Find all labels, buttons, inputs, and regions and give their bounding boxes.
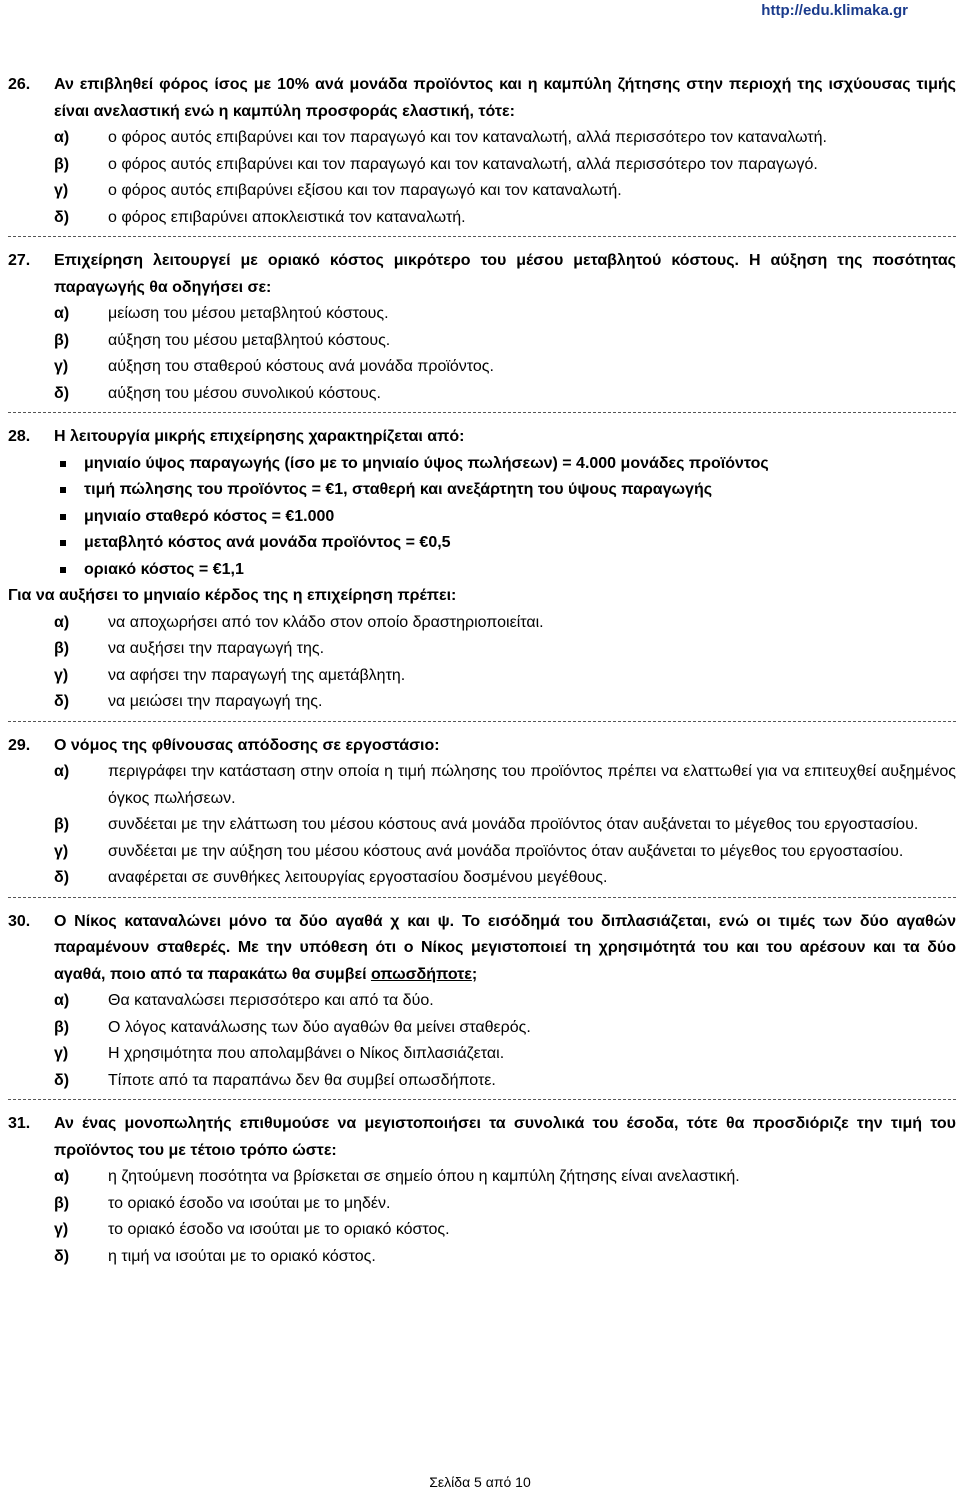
question-number: 30. (8, 912, 31, 930)
question-number: 26. (8, 76, 31, 93)
option-text: ο φόρος αυτός επιβαρύνει και τον παραγωγό και τον καταναλωτή, αλλά περισσότερο τον παραγωγό. (108, 155, 818, 173)
option-text: Η χρησιμότητα που απολαμβάνει ο Νίκος διπλασιάζεται. (108, 1045, 505, 1062)
option-label: α) (54, 129, 70, 146)
option-text: Θα καταναλώσει περισσότερο και από τα δύο. (108, 992, 434, 1009)
question-28 (8, 424, 956, 722)
option-b (54, 152, 956, 179)
option-label: γ) (54, 1045, 69, 1062)
option-a (54, 1164, 956, 1191)
question-text (54, 909, 956, 989)
header-url-link[interactable]: http://edu.klimaka.gr (761, 2, 908, 19)
option-label: δ) (54, 693, 70, 710)
list-item (54, 530, 956, 557)
list-item-text: μηνιαίο σταθερό κόστος = €1.000 (84, 507, 335, 525)
option-label: β) (54, 1018, 70, 1036)
square-bullet-icon (54, 451, 84, 478)
option-text: περιγράφει την κατάσταση στην οποία η τιμή πώλησης του προϊόντος πρέπει να ελαττωθεί για να επιτευχθεί αυξημένος όγκος πωλήσεων. (108, 763, 956, 807)
question-number: 27. (8, 252, 31, 269)
list-item-text: μεταβλητό κόστος ανά μονάδα προϊόντος = €0,5 (84, 534, 451, 551)
question-29 (8, 733, 956, 898)
option-text: ο φόρος αυτός επιβαρύνει εξίσου και τον παραγωγό και τον καταναλωτή. (108, 182, 622, 199)
option-b (54, 1191, 956, 1218)
option-text: ο φόρος αυτός επιβαρύνει και τον παραγωγό και τον καταναλωτή, αλλά περισσότερο τον καταναλωτή. (108, 129, 827, 146)
option-a (54, 301, 956, 328)
question-26 (8, 72, 956, 237)
question-text-end: ; (471, 965, 478, 983)
question-number: 31. (8, 1115, 31, 1132)
option-label: α) (54, 1168, 70, 1185)
option-text: αύξηση του μέσου μεταβλητού κόστους. (108, 331, 391, 349)
square-bullet-icon (54, 557, 84, 584)
question-number: 28. (8, 428, 31, 445)
option-label: α) (54, 763, 70, 780)
option-a (54, 988, 956, 1015)
option-text: να μειώσει την παραγωγή της. (108, 693, 323, 710)
option-text: το οριακό έσοδο να ισούται με το οριακό κόστος. (108, 1221, 450, 1238)
dashed-divider (8, 721, 956, 722)
dashed-divider (8, 897, 956, 898)
question-text: Η λειτουργία μικρής επιχείρησης χαρακτηρίζεται από: (54, 428, 465, 445)
list-item-text: τιμή πώλησης του προϊόντος = €1, σταθερή και ανεξάρτητη του ύψους παραγωγής (84, 481, 713, 498)
option-label: δ) (54, 869, 70, 886)
question-subheading: Για να αυξήσει το μηνιαίο κέρδος της η επιχείρηση πρέπει: (8, 587, 457, 604)
option-label: β) (54, 155, 70, 173)
option-b (54, 636, 956, 663)
dashed-divider (8, 236, 956, 237)
option-c (54, 663, 956, 690)
option-text: να αυξήσει την παραγωγή της. (108, 640, 325, 657)
option-text: αύξηση του μέσου συνολικού κόστους. (108, 384, 381, 402)
option-a (54, 759, 956, 812)
facts-list (54, 451, 956, 584)
option-d (54, 865, 956, 892)
option-label: γ) (54, 666, 69, 684)
option-label: γ) (54, 842, 69, 860)
question-text-part: Ο Νίκος καταναλώνει μόνο τα δύο αγαθά χ και ψ. Το εισόδημά του διπλασιάζεται, ενώ οι τιμές των δύο αγαθών παραμένουν σταθερές. Με την υπόθεση ότι ο Νίκος μεγιστοποιεί τη χρησιμότητά του και του αρέσουν και τα δύο αγαθά, ποιο από τα παρακάτω θα συμβεί (54, 912, 956, 983)
option-c (54, 354, 956, 381)
page-number-footer: Σελίδα 5 από 10 (429, 1474, 531, 1490)
question-text: Ο νόμος της φθίνουσας απόδοσης σε εργοστάσιο: (54, 736, 440, 754)
question-31 (8, 1111, 956, 1270)
option-d (54, 1244, 956, 1271)
option-a (54, 125, 956, 152)
question-text: Αν επιβληθεί φόρος ίσος με 10% ανά μονάδα προϊόντος και η καμπύλη ζήτησης στην περιοχή της ισχύουσας τιμής είναι ανελαστική ενώ η καμπύλη προσφοράς ελαστική, τότε: (54, 76, 956, 120)
option-d (54, 689, 956, 716)
option-label: δ) (54, 384, 70, 402)
option-label: δ) (54, 1247, 70, 1265)
option-label: α) (54, 613, 70, 631)
question-27 (8, 248, 956, 413)
option-text: μείωση του μέσου μεταβλητού κόστους. (108, 305, 389, 322)
option-text: ο φόρος επιβαρύνει αποκλειστικά τον καταναλωτή. (108, 208, 466, 226)
option-d (54, 205, 956, 232)
option-b (54, 812, 956, 839)
option-text: η τιμή να ισούται με το οριακό κόστος. (108, 1247, 376, 1265)
list-item-text: μηνιαίο ύψος παραγωγής (ίσο με το μηνιαίο ύψος πωλήσεων) = 4.000 μονάδες προϊόντος (84, 454, 769, 472)
list-item-text: οριακό κόστος = €1,1 (84, 560, 244, 578)
option-d (54, 1068, 956, 1095)
option-label: β) (54, 331, 70, 349)
option-label: β) (54, 640, 70, 657)
option-label: β) (54, 1194, 70, 1212)
question-30 (8, 909, 956, 1101)
emphasis-underlined: οπωσδήποτε (370, 965, 472, 983)
list-item (54, 451, 956, 478)
option-label: δ) (54, 208, 70, 226)
question-number: 29. (8, 736, 31, 754)
dashed-divider (8, 412, 956, 413)
option-a (54, 610, 956, 637)
dashed-divider (8, 1099, 956, 1100)
list-item (54, 557, 956, 584)
option-label: δ) (54, 1071, 70, 1089)
option-text: αναφέρεται σε συνθήκες λειτουργίας εργοστασίου δοσμένου μεγέθους. (108, 869, 608, 886)
option-label: α) (54, 992, 70, 1009)
option-text: συνδέεται με την αύξηση του μέσου κόστους ανά μονάδα προϊόντος όταν αυξάνεται το μέγεθος του εργοστασίου. (108, 842, 904, 860)
square-bullet-icon (54, 530, 84, 557)
option-label: γ) (54, 182, 69, 199)
option-label: γ) (54, 1221, 69, 1238)
list-item (54, 504, 956, 531)
square-bullet-icon (54, 477, 84, 504)
square-bullet-icon (54, 504, 84, 531)
question-text: Επιχείρηση λειτουργεί με οριακό κόστος μικρότερο του μέσου μεταβλητού κόστους. Η αύξηση της ποσότητας παραγωγής θα οδηγήσει σε: (54, 252, 956, 296)
option-d (54, 381, 956, 408)
option-text: συνδέεται με την ελάττωση του μέσου κόστους ανά μονάδα προϊόντος όταν αυξάνεται το μέγεθος του εργοστασίου. (108, 816, 919, 833)
option-c (54, 1041, 956, 1068)
option-b (54, 328, 956, 355)
option-text: να αποχωρήσει από τον κλάδο στον οποίο δραστηριοποιείται. (108, 613, 544, 631)
option-c (54, 178, 956, 205)
option-label: β) (54, 816, 70, 833)
list-item (54, 477, 956, 504)
option-text: Ο λόγος κατανάλωσης των δύο αγαθών θα μείνει σταθερός. (108, 1018, 531, 1036)
option-label: α) (54, 305, 70, 322)
option-b (54, 1015, 956, 1042)
questions-list (8, 72, 956, 1270)
option-text: η ζητούμενη ποσότητα να βρίσκεται σε σημείο όπου η καμπύλη ζήτησης είναι ανελαστική. (108, 1168, 740, 1185)
option-text: να αφήσει την παραγωγή της αμετάβλητη. (108, 666, 406, 684)
option-c (54, 839, 956, 866)
option-text: αύξηση του σταθερού κόστους ανά μονάδα προϊόντος. (108, 358, 494, 375)
option-text: Τίποτε από τα παραπάνω δεν θα συμβεί οπωσδήποτε. (108, 1071, 496, 1089)
option-text: το οριακό έσοδο να ισούται με το μηδέν. (108, 1194, 391, 1212)
question-text: Αν ένας μονοπωλητής επιθυμούσε να μεγιστοποιήσει τα συνολικά του έσοδα, τότε θα προσδιόριζε την τιμή του προϊόντος του με τέτοιο τρόπο ώστε: (54, 1115, 956, 1159)
option-label: γ) (54, 358, 69, 375)
option-c (54, 1217, 956, 1244)
